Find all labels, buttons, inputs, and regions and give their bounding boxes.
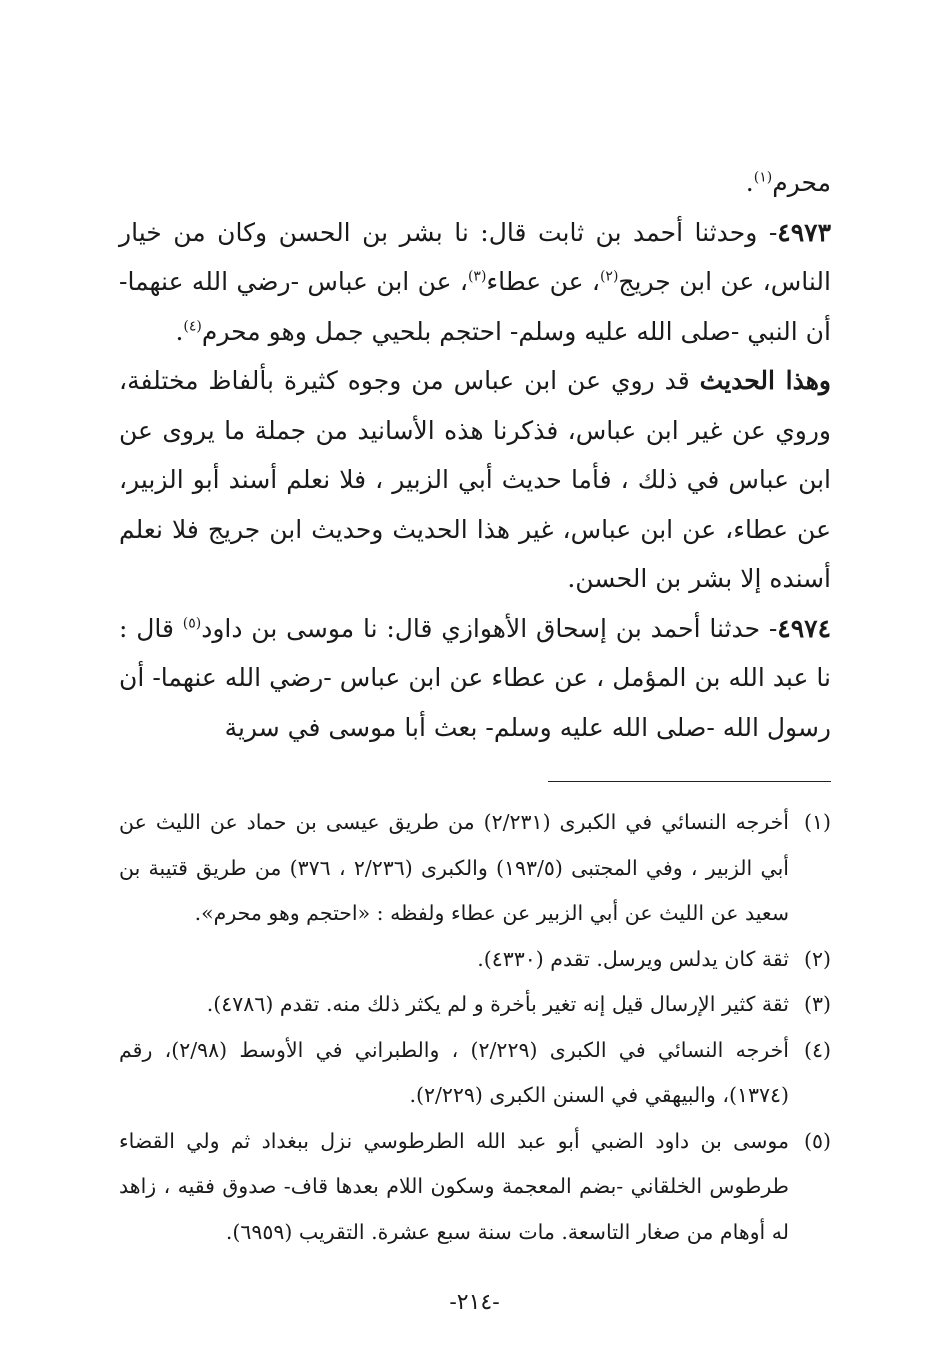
footnote-number: (٤) [803,1037,831,1062]
footnote-number: (٢) [803,946,831,971]
page-number: -٢١٤- [449,1290,500,1315]
footnote-ref: (٢) [599,268,619,285]
footnote-ref: (٤) [183,318,202,335]
footnote-5 [119,1119,831,1256]
commentary-lead: وهذا الحديث [699,366,831,395]
hadith-4973: ٤٩٧٣- وحدثنا أحمد بن ثابت قال: نا بشر بن الحسن وكان من خيار الناس، عن ابن جريج$^{(٢)}$، عن عطاء$^{(٣)}$، عن ابن عباس -رضي الله عنهما- أن النبي -صلى الله عليه وسلم- احتجم بلحيي جمل وهو محرم$^{(٤)}$. [119,217,831,346]
footnote-3 [119,982,831,1028]
footnote-number: (٣) [803,992,831,1016]
footnote-ref: (١) [753,169,773,186]
footnote-text: أخرجه النسائي في الكبرى (٢/٢٢٩) ، والطبراني في الأوسط (٢/٩٨)، رقم (١٣٧٤)، والبيهقي في السنن الكبرى (٢/٢٢٩). [119,1037,789,1107]
footnote-text: موسى بن داود الضبي أبو عبد الله الطرطوسي نزل ببغداد ثم ولي القضاء طرطوس الخلقاني -بضم المعجمة وسكون اللام بعدها قاف- صدوق فقيه ، زاهد له أوهام من صغار التاسعة. مات سنة سبع عشرة. التقريب (٦٩٥٩). [119,1128,789,1244]
footnote-separator [548,781,831,782]
footnote-1 [119,800,831,937]
footnote-text: ثقة كان يدلس ويرسل. تقدم (٤٣٣٠). [477,946,789,971]
footnote-ref: (٥) [182,615,202,632]
footnote-text: أخرجه النسائي في الكبرى (٢/٢٣١) من طريق عيسى بن حماد عن الليث عن أبي الزبير ، وفي المجتبى (١٩٣/٥) والكبرى (٢/٢٣٦ ، ٣٧٦) من طريق قتيبة بن سعيد عن الليث عن أبي الزبير عن عطاء ولفظه : «احتجم وهو محرم». [119,810,789,925]
hadith-number: ٤٩٧٣ [777,217,831,247]
main-text-body [119,158,831,752]
hadith-number: ٤٩٧٤ [777,613,831,643]
commentary-paragraph: وهذا الحديث قد روي عن ابن عباس من وجوه كثيرة بألفاظ مختلفة، وروي عن غير ابن عباس، فذكرنا هذه الأسانيد من جملة ما يروى عن ابن عباس في ذلك ، فأما حديث أبي الزبير ، فلا نعلم أسند أبو الزبير، عن عطاء، عن ابن عباس، غير هذا الحديث وحديث ابن جريج فلا نعلم أسنده إلا بشر بن الحسن. [119,366,831,593]
paragraph-continuation: محرم$^{(١)}$. [745,168,831,197]
footnote-2 [119,937,831,983]
footnote-ref: (٣) [467,268,487,285]
footnote-number: (٥) [803,1128,831,1153]
footnotes-section [119,800,831,1255]
footnote-4 [119,1028,831,1119]
footnote-text: ثقة كثير الإرسال قيل إنه تغير بأخرة و لم يكثر ذلك منه. تقدم (٤٧٨٦). [206,992,789,1016]
footnote-number: (١) [803,810,831,834]
hadith-4974: ٤٩٧٤- حدثنا أحمد بن إسحاق الأهوازي قال: نا موسى بن داود$^{(٥)}$ قال : نا عبد الله بن المؤمل ، عن عطاء عن ابن عباس -رضي الله عنهما- أن رسول الله -صلى الله عليه وسلم- بعث أبا موسى في سرية [119,613,831,742]
